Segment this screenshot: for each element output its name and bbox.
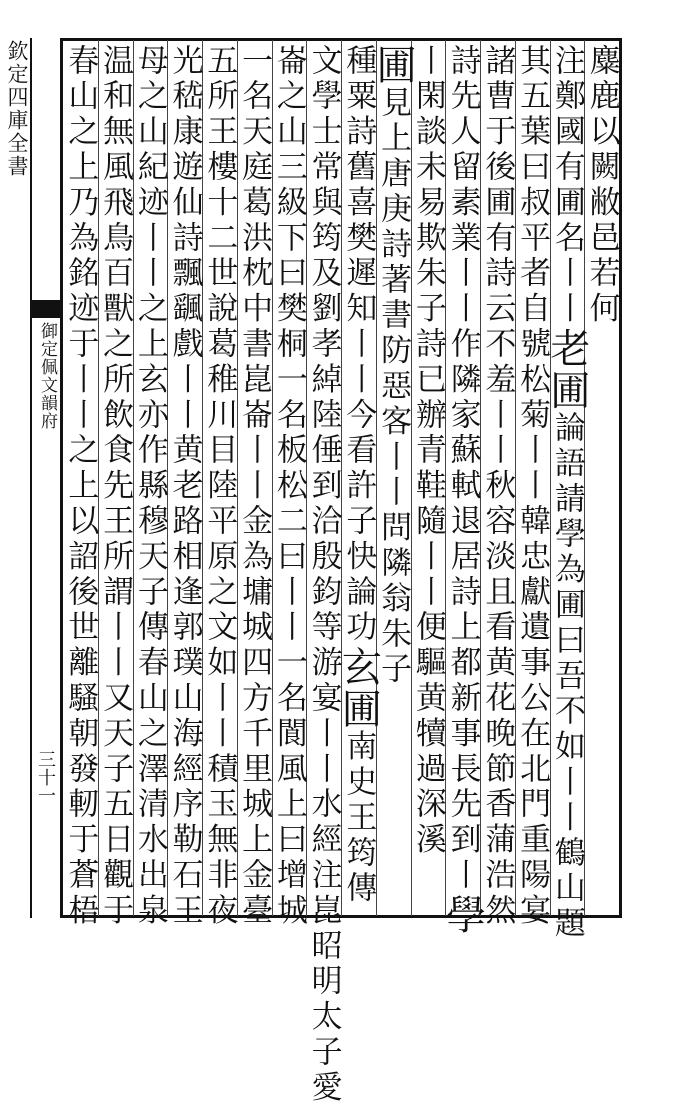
column-text: 春山之上乃為銘迹于丨丨之上以詔後世離騷朝發軔于蒼梧 — [62, 44, 99, 929]
column-text: 其五葉曰叔平者自號松菊丨丨韓忠獻遺事公在北門重陽宴 — [514, 44, 551, 929]
column-text: 光嵇康遊仙詩飄颻戲丨丨黄老路相逢郭璞山海經序勒石王 — [166, 44, 203, 929]
page-number: 三十一 — [35, 750, 56, 804]
column-text: 温和無風飛鳥百獸之所飲食先王所謂丨丨又天子五日觀于 — [97, 44, 134, 929]
column-text: 種粟詩舊喜樊遲知丨丨今看許子快論功 — [340, 44, 377, 646]
column-text: 見上唐庚詩著書防惡客丨丨問隣翁朱子 — [375, 86, 412, 688]
column-text: 崙之山三級下曰樊桐一名板松二曰丨丨一名閬風上曰增城 — [270, 44, 307, 929]
column-text: 注鄭國有圃名 — [548, 44, 585, 257]
headword: 玄圃 — [335, 645, 382, 730]
column-text: 母之山紀迹丨丨之上玄亦作縣穆天子傳春山之澤清水出泉 — [131, 44, 168, 929]
column-text: 詩先人留素業丨丨作隣家蘇軾退居詩上都新事長先到丨 — [444, 44, 481, 894]
column-text: 昭明太子愛 — [305, 929, 342, 1106]
headword: 學 — [439, 893, 486, 936]
column-text: 丨丨 — [548, 256, 585, 328]
column-text: 諸曹于後圃有詩云不羞丨丨秋容淡且看黄花晚節香蒲浩然 — [479, 44, 516, 929]
column-text: 一名天庭葛洪枕中書崑崙丨丨金為墉城四方千里城上金臺 — [236, 44, 273, 929]
column-text: 文學士常與筠及劉孝綽陸倕到洽殷鈞等游宴丨丨水經注崑 — [305, 44, 342, 929]
column-text: 麋鹿以闕敝邑若何 — [583, 44, 620, 328]
text-column — [58, 44, 102, 929]
column-text: 論語請學為圃曰吾不如丨丨鶴山題 — [548, 411, 585, 943]
column-text: 五所王樓十二世說葛稚川目陸平原之文如丨丨積玉無非夜 — [201, 44, 238, 929]
column-text: 南史王筠傳 — [340, 729, 377, 907]
column-text: 丨閑談未易欺朱子詩已辦青鞋隨丨丨便驅黄犢過深溪 — [409, 44, 446, 859]
book-title: 欽定四庫全書 — [5, 40, 29, 178]
fish-tail-mark — [30, 300, 60, 318]
section-label: 御定佩文韻府 — [37, 322, 57, 430]
headword: 圃 — [370, 44, 417, 86]
headword: 老圃 — [543, 327, 590, 412]
